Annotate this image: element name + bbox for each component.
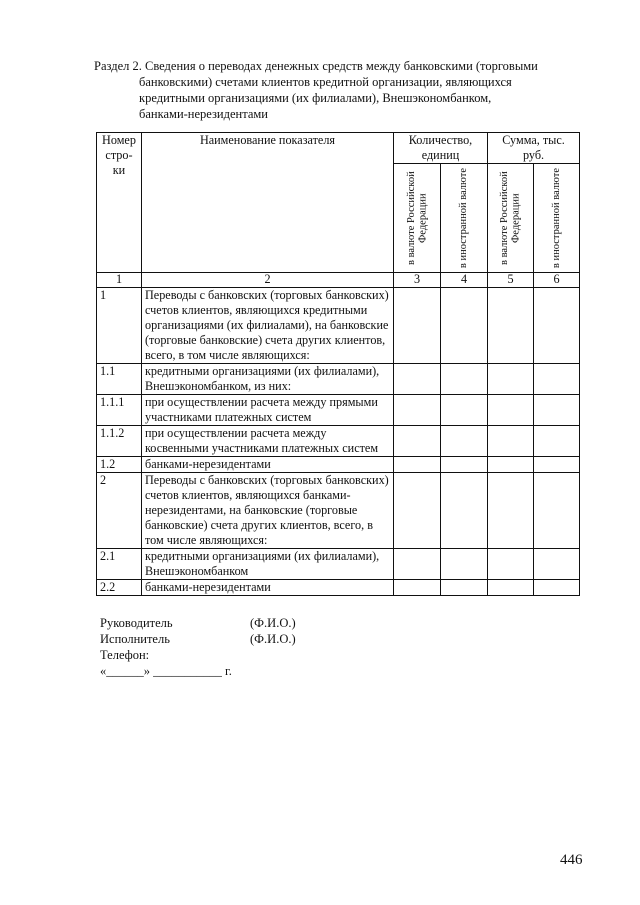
value-cell <box>534 395 580 426</box>
row-name: банками-нерезидентами <box>142 457 394 473</box>
header-sum-rub-label: в валюте Российской Федерации <box>499 171 522 265</box>
value-cell <box>534 580 580 596</box>
value-cell <box>441 473 488 549</box>
section-heading <box>94 58 574 122</box>
row-number: 1.2 <box>97 457 142 473</box>
row-name: банками-нерезидентами <box>142 580 394 596</box>
value-cell <box>441 364 488 395</box>
signature-executor-row <box>100 631 296 647</box>
header-quantity-foreign-label: в иностранной валюте <box>458 167 470 269</box>
column-number: 2 <box>142 273 394 288</box>
table-row <box>97 364 580 395</box>
signature-head-row <box>100 615 296 631</box>
header-sum-foreign-label: в иностранной валюте <box>550 167 562 269</box>
row-number: 2.2 <box>97 580 142 596</box>
row-name: Переводы с банковских (торговых банковских) счетов клиентов, являющихся банками-нерезидентами, на банковские (торговые банковские) счета других клиентов, всего, в том числе являющихся: <box>142 473 394 549</box>
value-cell <box>441 580 488 596</box>
value-cell <box>534 457 580 473</box>
column-number: 5 <box>488 273 534 288</box>
header-quantity-rub-label: в валюте Российской Федерации <box>405 171 428 265</box>
value-cell <box>488 395 534 426</box>
row-name: при осуществлении расчета между прямыми участниками платежных систем <box>142 395 394 426</box>
row-number: 1.1.1 <box>97 395 142 426</box>
signature-block <box>100 615 296 679</box>
value-cell <box>534 426 580 457</box>
table-row <box>97 457 580 473</box>
row-name: при осуществлении расчета между косвенными участниками платежных систем <box>142 426 394 457</box>
column-numbers-row <box>97 273 580 288</box>
value-cell <box>534 288 580 364</box>
column-number: 4 <box>441 273 488 288</box>
report-table <box>96 132 580 596</box>
value-cell <box>441 426 488 457</box>
value-cell <box>441 395 488 426</box>
header-row-number: Номер стро-ки <box>97 133 142 273</box>
table-row <box>97 473 580 549</box>
column-number: 6 <box>534 273 580 288</box>
value-cell <box>488 364 534 395</box>
row-name: кредитными организациями (их филиалами), Внешэкономбанком, из них: <box>142 364 394 395</box>
head-label: Руководитель <box>100 616 173 630</box>
header-sum-foreign <box>534 164 580 273</box>
header-indicator-name: Наименование показателя <box>142 133 394 273</box>
value-cell <box>394 395 441 426</box>
value-cell <box>488 473 534 549</box>
value-cell <box>441 288 488 364</box>
value-cell <box>488 426 534 457</box>
heading-line-3: кредитными организациями (их филиалами), Внешэкономбанком, <box>139 91 492 105</box>
heading-line-1: Раздел 2. Сведения о переводах денежных средств между банковскими (торговыми <box>94 59 538 73</box>
value-cell <box>394 426 441 457</box>
value-cell <box>394 457 441 473</box>
heading-line-4: банками-нерезидентами <box>139 107 268 121</box>
value-cell <box>394 580 441 596</box>
value-cell <box>534 473 580 549</box>
header-group-quantity: Количество, единиц <box>394 133 488 164</box>
value-cell <box>441 457 488 473</box>
value-cell <box>394 473 441 549</box>
row-number: 1.1 <box>97 364 142 395</box>
value-cell <box>488 288 534 364</box>
row-name: кредитными организациями (их филиалами), Внешэкономбанком <box>142 549 394 580</box>
value-cell <box>488 457 534 473</box>
executor-label: Исполнитель <box>100 632 170 646</box>
table-row <box>97 426 580 457</box>
header-sum-rub <box>488 164 534 273</box>
value-cell <box>441 549 488 580</box>
value-cell <box>534 549 580 580</box>
head-fio: (Ф.И.О.) <box>250 616 296 630</box>
table-row <box>97 395 580 426</box>
header-quantity-foreign <box>441 164 488 273</box>
column-number: 3 <box>394 273 441 288</box>
table-row <box>97 288 580 364</box>
row-number: 1 <box>97 288 142 364</box>
column-number: 1 <box>97 273 142 288</box>
executor-fio: (Ф.И.О.) <box>250 632 296 646</box>
phone-label: Телефон: <box>100 648 150 662</box>
value-cell <box>488 549 534 580</box>
header-quantity-rub <box>394 164 441 273</box>
value-cell <box>534 364 580 395</box>
date-line: «______» ___________ г. <box>100 664 232 678</box>
header-group-sum: Сумма, тыс. руб. <box>488 133 580 164</box>
heading-line-2: банковскими) счетами клиентов кредитной организации, являющихся <box>139 75 512 89</box>
table-row <box>97 549 580 580</box>
row-name: Переводы с банковских (торговых банковских) счетов клиентов, являющихся кредитными организациями (их филиалами), на банковские (торговые банковские) счета других клиентов, всего, в том числе являющихся: <box>142 288 394 364</box>
row-number: 1.1.2 <box>97 426 142 457</box>
value-cell <box>394 288 441 364</box>
table-row <box>97 580 580 596</box>
row-number: 2.1 <box>97 549 142 580</box>
value-cell <box>394 549 441 580</box>
value-cell <box>394 364 441 395</box>
page-number: 446 <box>560 852 583 868</box>
value-cell <box>488 580 534 596</box>
row-number: 2 <box>97 473 142 549</box>
